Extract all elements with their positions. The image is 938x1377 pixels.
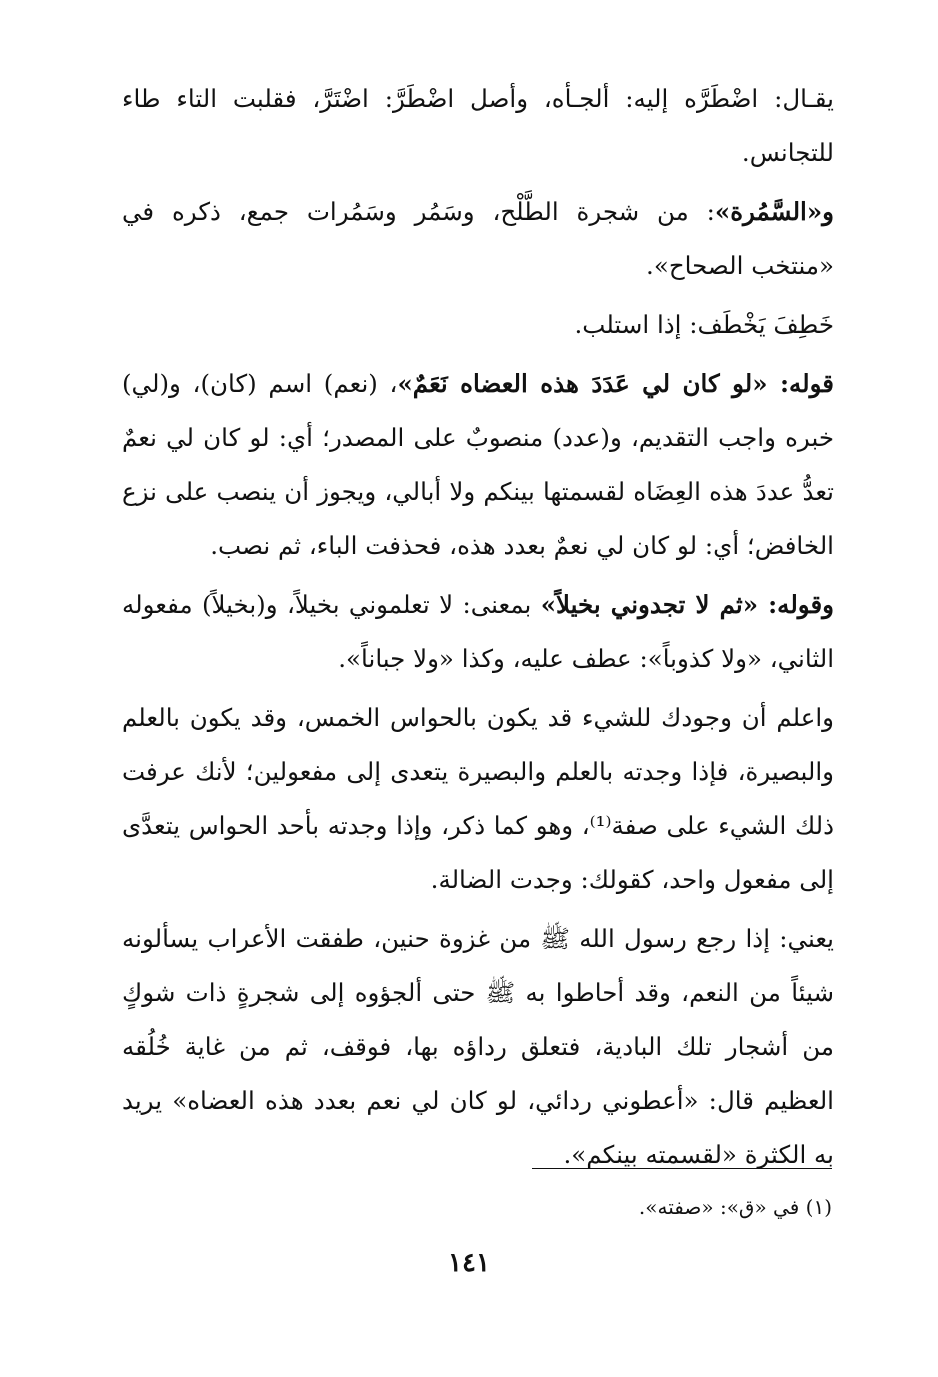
footnote: (١) في «ق»: «صفته».	[638, 1195, 832, 1219]
paragraph-6	[122, 691, 834, 907]
paragraph-4-lead: قوله: «لو كان لي عَدَدَ هذه العضاه نَعَمٌ»	[397, 369, 834, 398]
paragraph-2-lead: و«السَّمُرة»	[714, 197, 834, 226]
paragraph-5-text: بمعنى: لا تعلموني بخيلاً، و(بخيلاً) مفعوله الثاني، «ولا كذوباً»: عطف عليه، وكذا «ولا جباناً».	[122, 590, 834, 673]
paragraph-5-lead: وقوله: «ثم لا تجدوني بخيلاً»	[540, 590, 834, 619]
paragraph-7	[122, 912, 834, 1182]
footnote-divider	[532, 1168, 832, 1169]
paragraph-5	[122, 578, 834, 686]
paragraph-4	[122, 357, 834, 573]
paragraph-2-text: : من شجرة الطَّلْح، وسَمُر وسَمُرات جمع، ذكره في «منتخب الصحاح».	[122, 197, 834, 280]
paragraph-1-text: يقـال: اضْطَرَّه إليه: ألجـأه، وأصل اضْطَرَّ: اضْتَرَّ، فقلبت التاء طاء للتجانس.	[122, 84, 834, 167]
paragraph-6-text: واعلم أن وجودك للشيء قد يكون بالحواس الخمس، وقد يكون بالعلم والبصيرة، فإذا وجدته بالعلم والبصيرة يتعدى إلى مفعولين؛ لأنك عرفت ذلك الشيء على صفة⁽¹⁾، وهو كما ذكر، وإذا وجدته بأحد الحواس يتعدَّى إلى مفعول واحد، كقولك: وجدت الضالة.	[122, 703, 834, 894]
paragraph-3-text: خَطِفَ يَخْطَف: إذا استلب.	[574, 310, 834, 339]
paragraph-7-text: يعني: إذا رجع رسول الله ﷺ من غزوة حنين، طفقت الأعراب يسألونه شيئاً من النعم، وقد أحاطوا به ﷺ حتى ألجؤوه إلى شجرةٍ ذات شوكٍ من أشجار تلك البادية، فتعلق رداؤه بها، فوقف، ثم من غاية خُلُقه العظيم قال: «أعطوني ردائي، لو كان لي نعم بعدد هذه العضاه» يريد به الكثرة «لقسمته بينكم».	[122, 924, 834, 1169]
page-number: ١٤١	[448, 1248, 490, 1278]
paragraph-4-text: ، (نعم) اسم (كان)، و(لي) خبره واجب التقديم، و(عدد) منصوبٌ على المصدر؛ أي: لو كان لي نعمٌ تعدُّ عددَ هذه العِضَاه لقسمتها بينكم ولا أبالي، ويجوز أن ينصب على نزع الخافض؛ أي: لو كان لي نعمٌ بعدد هذه، فحذفت الباء، ثم نصب.	[122, 369, 834, 560]
paragraph-2	[122, 185, 834, 293]
paragraph-3	[122, 298, 834, 352]
paragraph-1	[122, 72, 834, 180]
